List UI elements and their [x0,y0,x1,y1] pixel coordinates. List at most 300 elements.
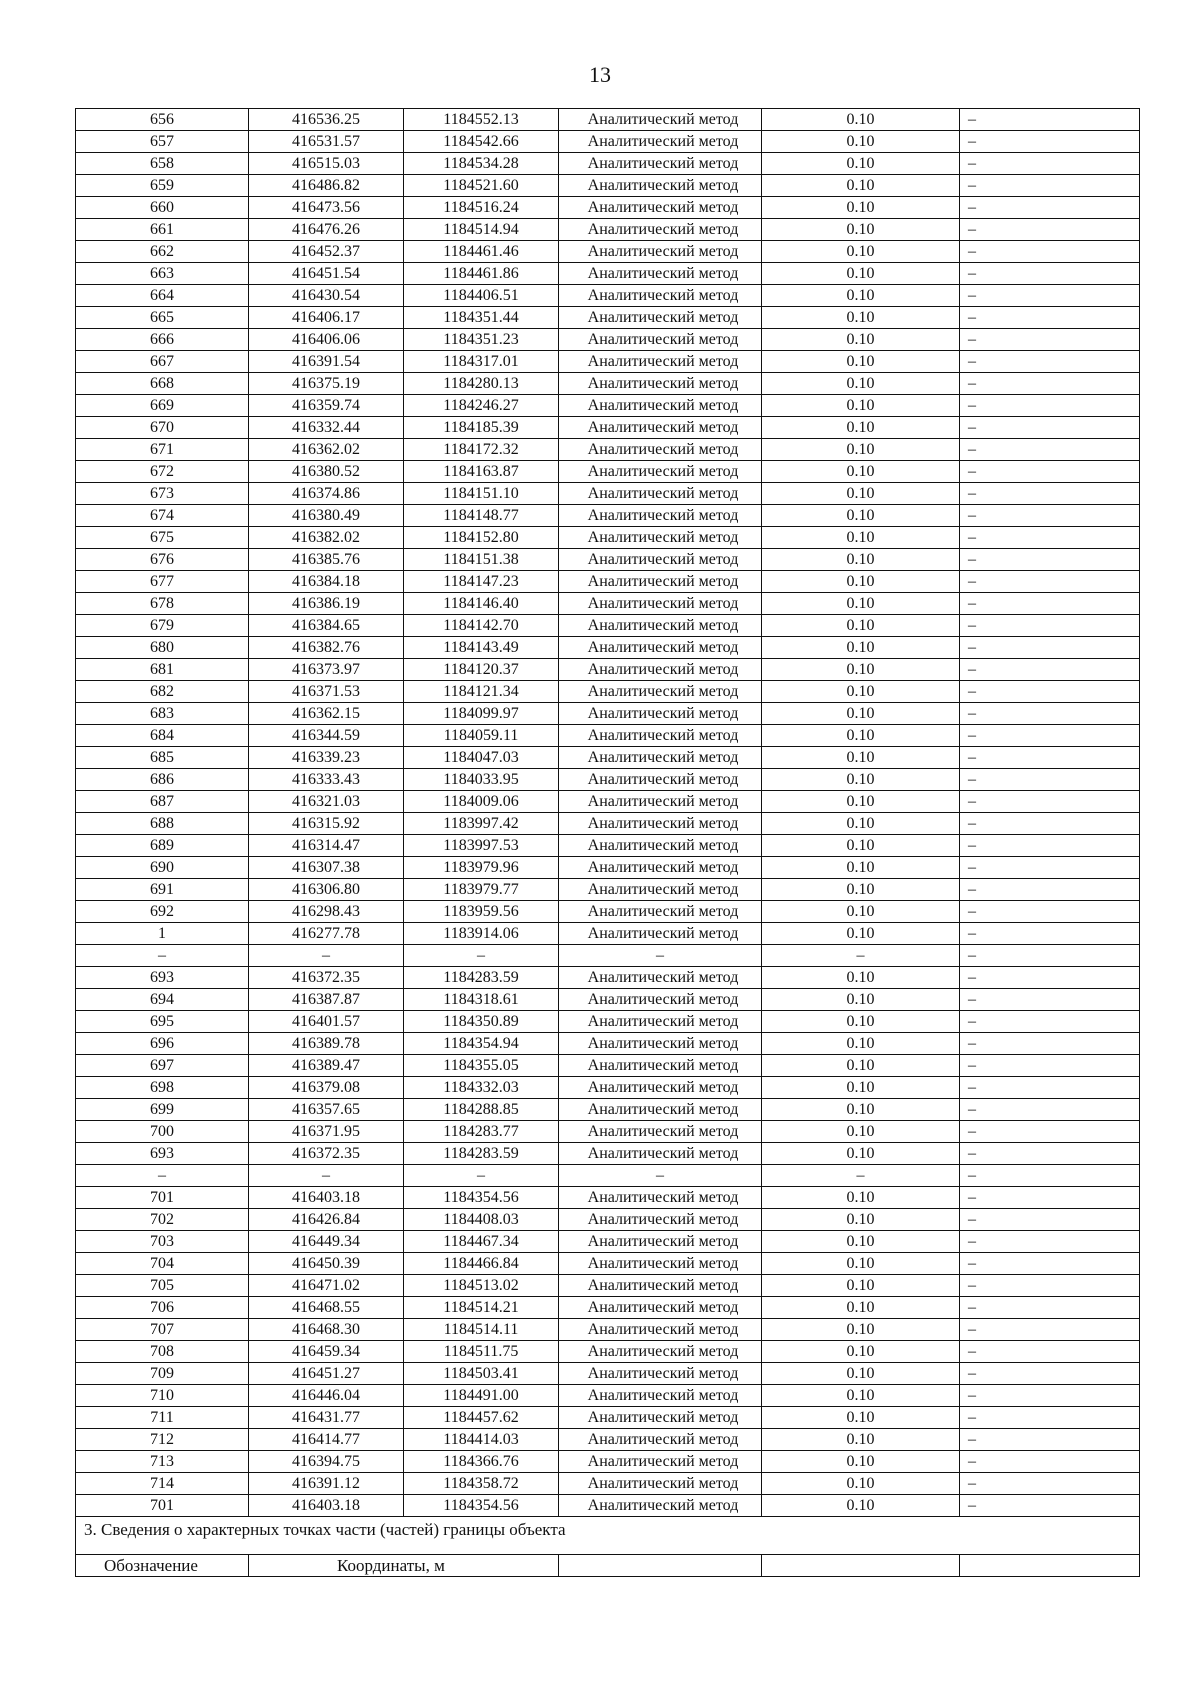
accuracy-cell: 0.10 [762,1121,960,1143]
coord-y-cell: 1184542.66 [404,131,559,153]
accuracy-cell: 0.10 [762,989,960,1011]
coord-y-cell: 1184172.32 [404,439,559,461]
method-cell: Аналитический метод [559,637,762,659]
coord-y-cell: 1184283.77 [404,1121,559,1143]
coord-x-cell: 416373.97 [249,659,404,681]
point-number-cell: 669 [76,395,249,417]
coord-y-cell: 1184185.39 [404,417,559,439]
table-row [76,1429,1140,1451]
accuracy-cell: 0.10 [762,571,960,593]
point-number-cell: 665 [76,307,249,329]
point-number-cell: 1 [76,923,249,945]
table-row [76,703,1140,725]
note-cell: – [960,329,1140,351]
note-cell: – [960,835,1140,857]
note-cell: – [960,637,1140,659]
point-number-cell: 713 [76,1451,249,1473]
note-cell: – [960,109,1140,131]
coord-x-cell: 416359.74 [249,395,404,417]
coord-y-cell: 1184516.24 [404,197,559,219]
coord-y-cell: 1184246.27 [404,395,559,417]
point-number-cell: 660 [76,197,249,219]
method-cell: Аналитический метод [559,1363,762,1385]
coord-y-cell: 1184521.60 [404,175,559,197]
coord-y-cell: 1184146.40 [404,593,559,615]
coord-y-cell: 1184283.59 [404,967,559,989]
table-row [76,659,1140,681]
accuracy-cell: 0.10 [762,1231,960,1253]
method-cell: Аналитический метод [559,857,762,879]
note-cell: – [960,131,1140,153]
table-row [76,1011,1140,1033]
table-row [76,1165,1140,1187]
table-row [76,637,1140,659]
page-number: 13 [589,62,611,87]
accuracy-cell: 0.10 [762,219,960,241]
method-cell: Аналитический метод [559,263,762,285]
method-cell: Аналитический метод [559,1033,762,1055]
method-cell: Аналитический метод [559,813,762,835]
coord-x-cell: 416307.38 [249,857,404,879]
coord-x-cell: 416277.78 [249,923,404,945]
header-empty-6 [960,1555,1140,1577]
method-cell: Аналитический метод [559,967,762,989]
accuracy-cell: 0.10 [762,967,960,989]
coord-x-cell: 416375.19 [249,373,404,395]
coord-y-cell: 1183959.56 [404,901,559,923]
note-cell: – [960,1495,1140,1517]
table-row [76,483,1140,505]
table-row [76,153,1140,175]
coord-y-cell: 1184317.01 [404,351,559,373]
point-number-cell: 705 [76,1275,249,1297]
note-cell: – [960,1099,1140,1121]
point-number-cell: 699 [76,1099,249,1121]
accuracy-cell: 0.10 [762,835,960,857]
point-number-cell: 710 [76,1385,249,1407]
coord-x-cell: 416486.82 [249,175,404,197]
accuracy-cell: – [762,1165,960,1187]
accuracy-cell: 0.10 [762,1055,960,1077]
coord-y-cell: 1184514.21 [404,1297,559,1319]
point-number-cell: 681 [76,659,249,681]
table-row [76,1363,1140,1385]
note-cell: – [960,285,1140,307]
accuracy-cell: 0.10 [762,263,960,285]
accuracy-cell: 0.10 [762,615,960,637]
point-number-cell: 703 [76,1231,249,1253]
table-row [76,219,1140,241]
coord-y-cell: 1184142.70 [404,615,559,637]
accuracy-cell: 0.10 [762,725,960,747]
coord-x-cell: 416450.39 [249,1253,404,1275]
method-cell: Аналитический метод [559,1495,762,1517]
coord-y-cell: 1184120.37 [404,659,559,681]
note-cell: – [960,857,1140,879]
table-row [76,813,1140,835]
table-row [76,725,1140,747]
table-row [76,307,1140,329]
accuracy-cell: 0.10 [762,769,960,791]
method-cell: Аналитический метод [559,439,762,461]
accuracy-cell: 0.10 [762,879,960,901]
point-number-cell: 667 [76,351,249,373]
coord-y-cell: 1184354.56 [404,1187,559,1209]
coord-x-cell: 416406.17 [249,307,404,329]
note-cell: – [960,549,1140,571]
accuracy-cell: 0.10 [762,395,960,417]
table-row [76,109,1140,131]
section-3-block [76,1517,1140,1577]
coord-y-cell: 1184466.84 [404,1253,559,1275]
coord-y-cell: 1184461.46 [404,241,559,263]
point-number-cell: 672 [76,461,249,483]
table-row [76,923,1140,945]
note-cell: – [960,1187,1140,1209]
point-number-cell: 700 [76,1121,249,1143]
note-cell: – [960,351,1140,373]
accuracy-cell: 0.10 [762,1385,960,1407]
method-cell: Аналитический метод [559,461,762,483]
accuracy-cell: 0.10 [762,1341,960,1363]
coord-x-cell: 416362.02 [249,439,404,461]
note-cell: – [960,1341,1140,1363]
note-cell: – [960,307,1140,329]
accuracy-cell: 0.10 [762,923,960,945]
coord-y-cell: – [404,1165,559,1187]
point-number-cell: 683 [76,703,249,725]
method-cell: Аналитический метод [559,571,762,593]
accuracy-cell: 0.10 [762,703,960,725]
method-cell: Аналитический метод [559,109,762,131]
table-row [76,901,1140,923]
point-number-cell: 678 [76,593,249,615]
point-number-cell: – [76,945,249,967]
note-cell: – [960,593,1140,615]
method-cell: Аналитический метод [559,1187,762,1209]
coord-y-cell: – [404,945,559,967]
note-cell: – [960,241,1140,263]
note-cell: – [960,1231,1140,1253]
table-row [76,241,1140,263]
coord-x-cell: 416394.75 [249,1451,404,1473]
method-cell: Аналитический метод [559,747,762,769]
table-row [76,1407,1140,1429]
coord-x-cell: 416321.03 [249,791,404,813]
point-number-cell: 708 [76,1341,249,1363]
accuracy-cell: 0.10 [762,417,960,439]
point-number-cell: 707 [76,1319,249,1341]
accuracy-cell: 0.10 [762,1473,960,1495]
method-cell: Аналитический метод [559,131,762,153]
coord-x-cell: 416371.95 [249,1121,404,1143]
table-row [76,1143,1140,1165]
note-cell: – [960,615,1140,637]
coord-x-cell: 416468.55 [249,1297,404,1319]
accuracy-cell: 0.10 [762,329,960,351]
coord-y-cell: 1184121.34 [404,681,559,703]
point-number-cell: 714 [76,1473,249,1495]
note-cell: – [960,1121,1140,1143]
coord-x-cell: 416385.76 [249,549,404,571]
point-number-cell: 674 [76,505,249,527]
point-number-cell: 677 [76,571,249,593]
coord-y-cell: 1184151.10 [404,483,559,505]
note-cell: – [960,901,1140,923]
note-cell: – [960,703,1140,725]
method-cell: Аналитический метод [559,329,762,351]
point-number-cell: 659 [76,175,249,197]
header-designation: Обозначение [76,1555,249,1577]
point-number-cell: 673 [76,483,249,505]
table-row [76,681,1140,703]
point-number-cell: 656 [76,109,249,131]
table-row [76,417,1140,439]
coord-x-cell: 416389.47 [249,1055,404,1077]
note-cell: – [960,175,1140,197]
coord-x-cell: 416476.26 [249,219,404,241]
accuracy-cell: 0.10 [762,109,960,131]
method-cell: Аналитический метод [559,285,762,307]
coord-x-cell: 416430.54 [249,285,404,307]
coord-x-cell: 416374.86 [249,483,404,505]
coord-y-cell: 1184408.03 [404,1209,559,1231]
method-cell: Аналитический метод [559,1055,762,1077]
accuracy-cell: 0.10 [762,1011,960,1033]
method-cell: Аналитический метод [559,1011,762,1033]
accuracy-cell: 0.10 [762,1209,960,1231]
accuracy-cell: 0.10 [762,285,960,307]
table-row [76,571,1140,593]
coord-y-cell: 1184332.03 [404,1077,559,1099]
coord-y-cell: 1184143.49 [404,637,559,659]
table-row [76,175,1140,197]
table-row [76,197,1140,219]
accuracy-cell: 0.10 [762,791,960,813]
note-cell: – [960,1253,1140,1275]
table-row [76,505,1140,527]
header-empty-4 [559,1555,762,1577]
table-row [76,967,1140,989]
coord-x-cell: 416380.52 [249,461,404,483]
section-3-title: 3. Сведения о характерных точках части (частей) границы объекта [76,1517,1140,1555]
table-row [76,1055,1140,1077]
coord-x-cell: 416406.06 [249,329,404,351]
method-cell: Аналитический метод [559,879,762,901]
table-row [76,593,1140,615]
point-number-cell: 712 [76,1429,249,1451]
method-cell: Аналитический метод [559,791,762,813]
point-number-cell: 695 [76,1011,249,1033]
point-number-cell: 664 [76,285,249,307]
coord-x-cell: 416431.77 [249,1407,404,1429]
note-cell: – [960,945,1140,967]
method-cell: Аналитический метод [559,483,762,505]
table-row [76,1231,1140,1253]
coord-x-cell: 416468.30 [249,1319,404,1341]
table-row [76,131,1140,153]
note-cell: – [960,1011,1140,1033]
coord-x-cell: 416314.47 [249,835,404,857]
method-cell: Аналитический метод [559,505,762,527]
coord-x-cell: 416333.43 [249,769,404,791]
point-number-cell: 675 [76,527,249,549]
method-cell: Аналитический метод [559,835,762,857]
coord-x-cell: 416451.27 [249,1363,404,1385]
method-cell: – [559,945,762,967]
coord-y-cell: 1184351.44 [404,307,559,329]
accuracy-cell: 0.10 [762,1033,960,1055]
coord-x-cell: 416473.56 [249,197,404,219]
method-cell: Аналитический метод [559,373,762,395]
point-number-cell: 680 [76,637,249,659]
coord-x-cell: 416382.02 [249,527,404,549]
coord-x-cell: 416403.18 [249,1495,404,1517]
coord-x-cell: 416459.34 [249,1341,404,1363]
table-row [76,1495,1140,1517]
accuracy-cell: 0.10 [762,1253,960,1275]
coord-x-cell: 416372.35 [249,1143,404,1165]
point-number-cell: 666 [76,329,249,351]
method-cell: Аналитический метод [559,351,762,373]
coord-x-cell: 416451.54 [249,263,404,285]
note-cell: – [960,527,1140,549]
accuracy-cell: 0.10 [762,1099,960,1121]
method-cell: Аналитический метод [559,153,762,175]
section-3-header-row [76,1555,1140,1577]
method-cell: Аналитический метод [559,769,762,791]
method-cell: Аналитический метод [559,1209,762,1231]
method-cell: Аналитический метод [559,703,762,725]
point-number-cell: 668 [76,373,249,395]
method-cell: Аналитический метод [559,241,762,263]
note-cell: – [960,791,1140,813]
note-cell: – [960,1275,1140,1297]
table-row [76,1187,1140,1209]
table-row [76,351,1140,373]
table-row [76,989,1140,1011]
note-cell: – [960,1209,1140,1231]
note-cell: – [960,219,1140,241]
coord-y-cell: 1184350.89 [404,1011,559,1033]
table-row [76,1385,1140,1407]
accuracy-cell: 0.10 [762,153,960,175]
accuracy-cell: 0.10 [762,1275,960,1297]
accuracy-cell: 0.10 [762,813,960,835]
method-cell: – [559,1165,762,1187]
coord-x-cell: 416449.34 [249,1231,404,1253]
coord-x-cell: 416372.35 [249,967,404,989]
coord-x-cell: 416452.37 [249,241,404,263]
table-row [76,791,1140,813]
method-cell: Аналитический метод [559,615,762,637]
section-3-title-row [76,1517,1140,1555]
accuracy-cell: 0.10 [762,1363,960,1385]
method-cell: Аналитический метод [559,1275,762,1297]
coord-y-cell: 1184059.11 [404,725,559,747]
accuracy-cell: 0.10 [762,1495,960,1517]
point-number-cell: 690 [76,857,249,879]
table-row [76,461,1140,483]
table-row [76,1077,1140,1099]
coord-y-cell: 1183914.06 [404,923,559,945]
method-cell: Аналитический метод [559,1297,762,1319]
method-cell: Аналитический метод [559,175,762,197]
coord-x-cell: 416426.84 [249,1209,404,1231]
note-cell: – [960,967,1140,989]
point-number-cell: 688 [76,813,249,835]
coord-y-cell: 1184461.86 [404,263,559,285]
coord-x-cell: 416339.23 [249,747,404,769]
accuracy-cell: – [762,945,960,967]
note-cell: – [960,1077,1140,1099]
point-number-cell: 709 [76,1363,249,1385]
method-cell: Аналитический метод [559,1121,762,1143]
note-cell: – [960,989,1140,1011]
point-number-cell: 684 [76,725,249,747]
accuracy-cell: 0.10 [762,197,960,219]
note-cell: – [960,417,1140,439]
note-cell: – [960,1165,1140,1187]
coord-x-cell: 416515.03 [249,153,404,175]
method-cell: Аналитический метод [559,527,762,549]
method-cell: Аналитический метод [559,725,762,747]
method-cell: Аналитический метод [559,417,762,439]
method-cell: Аналитический метод [559,307,762,329]
table-row [76,879,1140,901]
table-row [76,1099,1140,1121]
point-number-cell: 691 [76,879,249,901]
accuracy-cell: 0.10 [762,1429,960,1451]
point-number-cell: 711 [76,1407,249,1429]
note-cell: – [960,1451,1140,1473]
note-cell: – [960,1407,1140,1429]
method-cell: Аналитический метод [559,659,762,681]
method-cell: Аналитический метод [559,1319,762,1341]
accuracy-cell: 0.10 [762,461,960,483]
note-cell: – [960,153,1140,175]
point-number-cell: 693 [76,1143,249,1165]
coord-x-cell: 416380.49 [249,505,404,527]
point-number-cell: 663 [76,263,249,285]
table-row [76,615,1140,637]
coord-y-cell: 1183979.96 [404,857,559,879]
method-cell: Аналитический метод [559,923,762,945]
table-row [76,329,1140,351]
method-cell: Аналитический метод [559,681,762,703]
coord-x-cell: 416531.57 [249,131,404,153]
note-cell: – [960,1297,1140,1319]
accuracy-cell: 0.10 [762,175,960,197]
coord-x-cell: 416332.44 [249,417,404,439]
coord-y-cell: 1184280.13 [404,373,559,395]
accuracy-cell: 0.10 [762,351,960,373]
table-row [76,747,1140,769]
coord-x-cell: 416414.77 [249,1429,404,1451]
coord-x-cell: 416536.25 [249,109,404,131]
coordinates-table [75,108,1140,1577]
note-cell: – [960,747,1140,769]
coord-y-cell: 1184354.94 [404,1033,559,1055]
point-number-cell: 662 [76,241,249,263]
table-row [76,373,1140,395]
note-cell: – [960,395,1140,417]
point-number-cell: 692 [76,901,249,923]
coord-y-cell: 1184354.56 [404,1495,559,1517]
note-cell: – [960,505,1140,527]
accuracy-cell: 0.10 [762,1143,960,1165]
note-cell: – [960,439,1140,461]
